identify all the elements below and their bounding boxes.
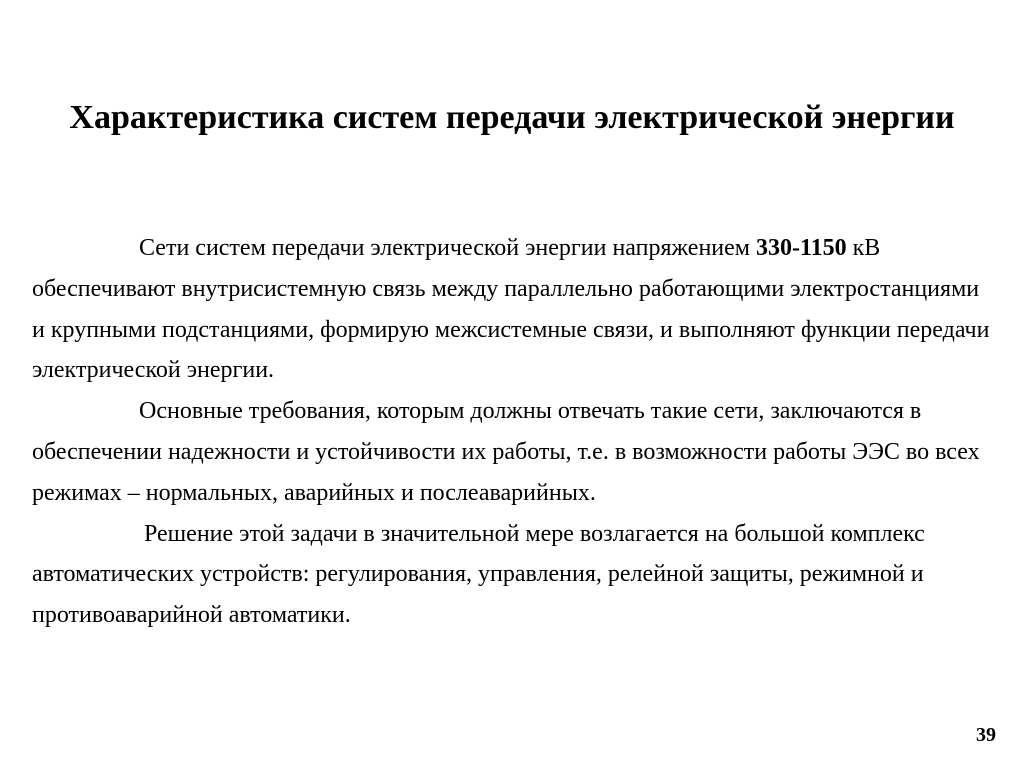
paragraph-1-text-start: Сети систем передачи электрической энергии напряжением	[139, 235, 756, 261]
paragraph-3: Решение этой задачи в значительной мере возлагается на большой комплекс автоматических устройств: регулирования, управления, релейной защиты, режимной и противоаварийной автоматики.	[32, 520, 925, 629]
paragraph-2: Основные требования, которым должны отвечать такие сети, заключаются в обеспечении надежности и устойчивости их работы, т.е. в возможности работы ЭЭС во всех режимах – нормальных, аварийных и послеаварийных.	[32, 398, 980, 506]
paragraph-1-text-end: кВ обеспечивают внутрисистемную связь между параллельно работающими электростанциями и крупными подстанциями, формирую межсистемные связи, и выполняют функции передачи электрической энергии.	[32, 235, 990, 384]
slide-title: Характеристика систем передачи электрической энергии	[69, 99, 955, 136]
page-number: 39	[976, 724, 996, 746]
voltage-range-value: 330-1150	[755, 235, 847, 261]
slide-body	[32, 228, 997, 636]
paragraph-1	[32, 228, 997, 391]
